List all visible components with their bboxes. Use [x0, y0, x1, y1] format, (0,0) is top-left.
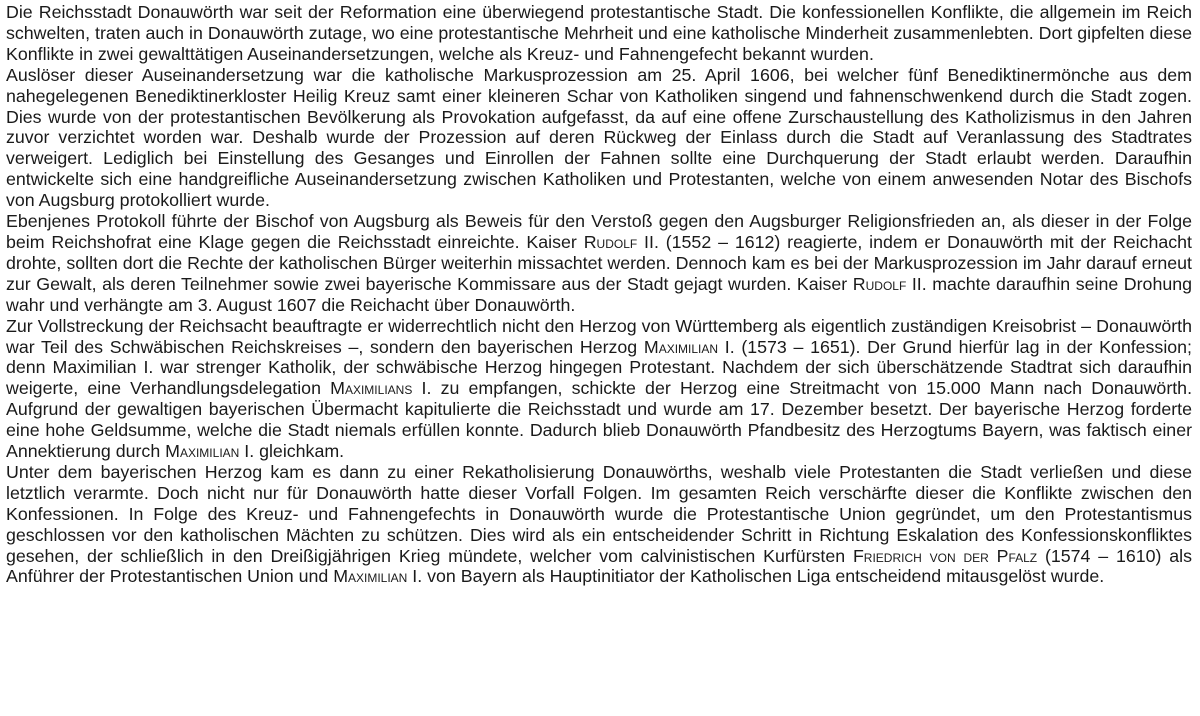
paragraph-text: I. gleichkam. — [239, 441, 345, 462]
paragraph-text: I. von Bayern als Hauptinitiator der Katholischen Liga entscheidend mitausgelöst wurde. — [407, 566, 1105, 587]
person-name-friedrich: Friedrich von der Pfalz — [852, 545, 1038, 566]
paragraph-text: Unter dem bayerischen Herzog kam es dann zu einer Rekatholisierung Donauwörths, weshalb viele Protestanten die Stadt verließen und diese letztlich verarmte. Doch nicht nur für Donauwörth hatte dieser Vorfall Folgen. Im gesamten Reich verschärfte dieser die Konflikte zwischen den Konfessionen. In Folge des Kreuz- und Fahnengefechts in Donauwörth wurde die Protestantische Union gegründet, um den Protestantismus geschlossen vor den katholischen Mächten zu schützen. Dies wird als ein entscheidender Schritt in Richtung Eskalation des Konfessionskonfliktes gesehen, der schließlich in den Dreißigjährigen Krieg mündete, welcher vom calvinistischen Kurfürsten — [6, 461, 1192, 566]
paragraph-1 — [6, 2, 1192, 65]
paragraph-3 — [6, 211, 1192, 316]
paragraph-2 — [6, 65, 1192, 211]
paragraph-text: (1574 – 1610) als Anführer der Protestantischen Union und — [6, 545, 1192, 587]
paragraph-text: II. (1552 – 1612) reagierte, indem er Donauwörth mit der Reichacht drohte, sollten dort die Rechte der katholischen Bürger weiterhin missachtet werden. Dennoch kam es bei der Markusprozession im Jahr darauf erneut zur Gewalt, als deren Teilnehmer sowie zwei bayerische Kommissare aus der Stadt gejagt wurden. Kaiser — [6, 231, 1192, 294]
person-name-maximilians: Maximilians — [330, 378, 413, 399]
person-name-maximilian: Maximilian — [643, 336, 719, 357]
paragraph-text: Zur Vollstreckung der Reichsacht beauftragte er widerrechtlich nicht den Herzog von Württemberg als eigentlich zuständigen Kreisobrist – Donauwörth war Teil des Schwäbischen Reichskreises –, sondern den bayerischen Herzog — [6, 315, 1192, 357]
person-name-rudolf: Rudolf — [583, 231, 638, 252]
paragraph-text: Die Reichsstadt Donauwörth war seit der Reformation eine überwiegend protestantische Stadt. Die konfessionellen Konflikte, die allgemein im Reich schwelten, traten auch in Donauwörth zutage, wo eine protestantische Mehrheit und eine katholische Minderheit zusammenlebten. Dort gipfelten diese Konflikte in zwei gewalttätigen Auseinandersetzungen, welche als Kreuz- und Fahnengefecht bekannt wurden. — [6, 2, 1192, 64]
paragraph-text: I. zu empfangen, schickte der Herzog eine Streitmacht von 15.000 Mann nach Donauwörth. Aufgrund der gewaltigen bayerischen Übermacht kapitulierte die Reichsstadt und wurde am 17. Dezember besetzt. Der bayerische Herzog forderte eine hohe Geldsumme, welche die Stadt niemals erfüllen konnte. Dadurch blieb Donauwörth Pfandbesitz des Herzogtums Bayern, was faktisch einer Annektierung durch — [6, 378, 1193, 462]
paragraph-text: Ebenjenes Protokoll führte der Bischof von Augsburg als Beweis für den Verstoß gegen den Augsburger Religionsfrieden an, als dieser in der Folge beim Reichshofrat eine Klage gegen die Reichsstadt einreichte. Kaiser — [6, 211, 1192, 252]
person-name-maximilian: Maximilian — [333, 566, 408, 587]
paragraph-text: I. (1573 – 1651). Der Grund hierfür lag in der Konfession; denn Maximilian I. war strenger Katholik, der schwäbische Herzog hingegen Protestant. Nachdem der sich überschätzende Stadtrat sich daraufhin weigerte, eine Verhandlungsdelegation — [6, 336, 1192, 399]
person-name-rudolf: Rudolf — [852, 273, 907, 294]
paragraph-5 — [6, 462, 1192, 587]
paragraph-text: II. machte daraufhin seine Drohung wahr und verhängte am 3. August 1607 die Reichacht über Donauwörth. — [6, 273, 1192, 315]
paragraph-text: Auslöser dieser Auseinandersetzung war die katholische Markusprozession am 25. April 1606, bei welcher fünf Benediktinermönche aus dem nahegelegenen Benediktinerkloster Heilig Kreuz samt einer kleineren Schar von Katholiken singend und fahnenschwenkend durch die Stadt zogen. Dies wurde von der protestantischen Bevölkerung als Provokation aufgefasst, da auf eine offene Zurschaustellung des Katholizismus in den Jahren zuvor verzichtet worden war. Deshalb wurde der Prozession auf deren Rückweg der Einlass durch die Stadt auf Veranlassung des Stadtrates verweigert. Lediglich bei Einstellung des Gesanges und Einrollen der Fahnen sollte eine Durchquerung der Stadt erlaubt werden. Daraufhin entwickelte sich eine handgreifliche Auseinandersetzung zwischen Katholiken und Protestanten, welche von einem anwesenden Notar des Bischofs von Augsburg protokolliert wurde. — [6, 64, 1192, 211]
paragraph-4 — [6, 316, 1192, 462]
person-name-maximilian: Maximilian — [165, 441, 240, 462]
